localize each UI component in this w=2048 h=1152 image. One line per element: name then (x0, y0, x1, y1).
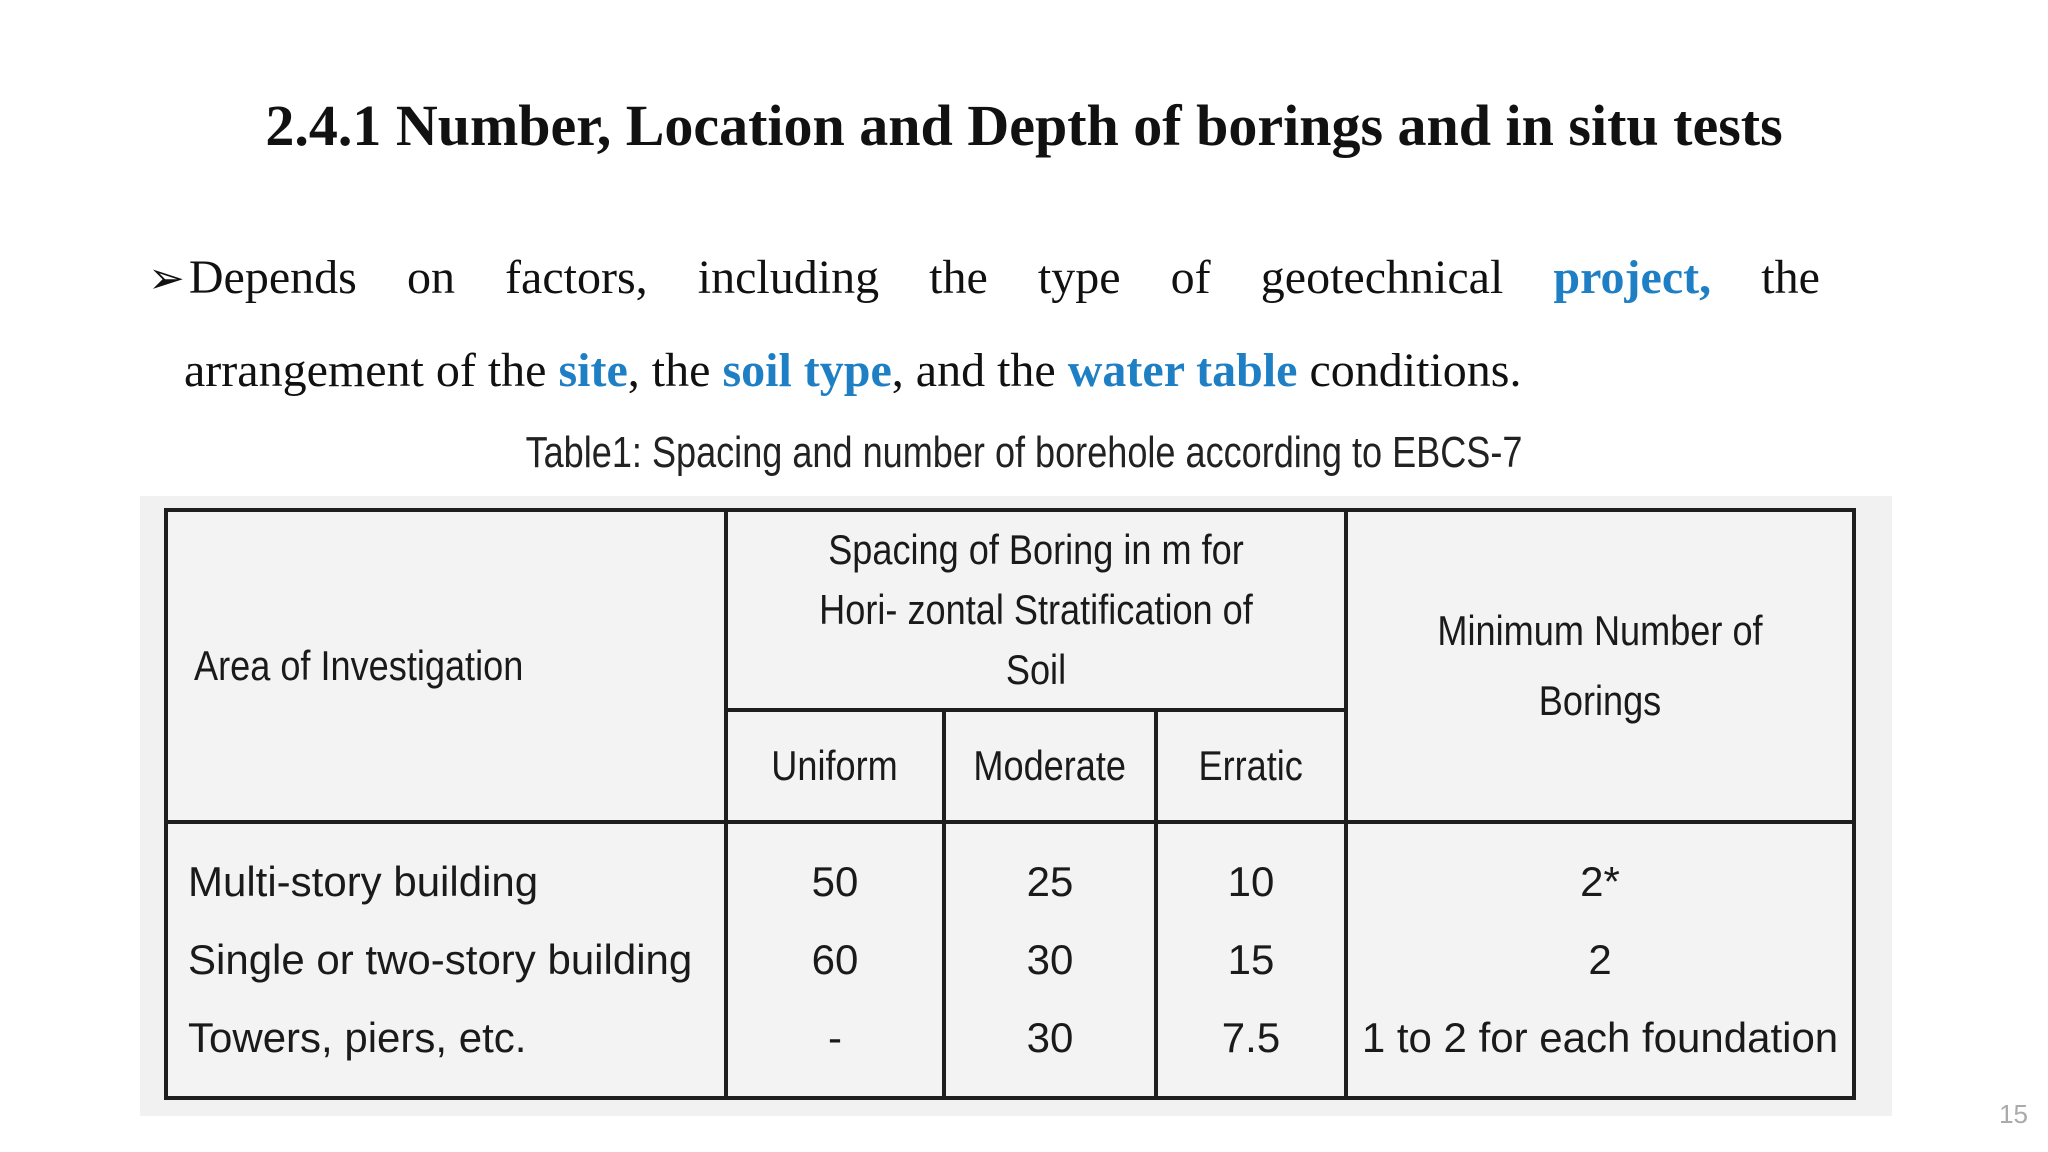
bullet-word: geotechnical (1260, 251, 1504, 304)
erratic-column (1156, 822, 1346, 1098)
table-cell-minimum: 1 to 2 for each foundation (1361, 1014, 1839, 1061)
header-erratic: Erratic (1156, 710, 1346, 822)
bullet-word: factors, (505, 251, 648, 304)
table-caption: Table1: Spacing and number of borehole according to EBCS-7 (525, 428, 1523, 477)
area-column (166, 822, 726, 1098)
highlight-water-table: water table (1067, 344, 1298, 397)
minimum-column (1346, 822, 1854, 1098)
bullet-word: ➢Depends (148, 251, 357, 304)
highlight-soil-type: soil type (722, 344, 892, 397)
page-number: 15 (1999, 1099, 2028, 1129)
header-spacing: Spacing of Boring in m for Hori- zontal Stratification of Soil (726, 510, 1346, 710)
table-cell-moderate: 25 (1026, 858, 1074, 905)
bullet-line-1 (148, 232, 1820, 325)
table-cell-uniform: 60 (811, 936, 859, 983)
bullet-word: type (1037, 251, 1121, 304)
table-cell-erratic: 15 (1227, 936, 1275, 983)
header-area-of-investigation: Area of Investigation (166, 510, 726, 822)
bullet-word: the (929, 251, 988, 304)
slide-title: 2.4.1 Number, Location and Depth of borings and in situ tests (265, 93, 1783, 158)
table-cell-moderate: 30 (1026, 1014, 1074, 1061)
table-cell-erratic: 7.5 (1221, 1014, 1281, 1061)
table-cell-area: Single or two-story building (188, 936, 693, 983)
table-cell-uniform: - (828, 1014, 842, 1061)
header-moderate: Moderate (944, 710, 1156, 822)
highlight-project: project, (1553, 251, 1712, 304)
bullet-word: including (697, 251, 880, 304)
table-cell-area: Towers, piers, etc. (188, 1014, 527, 1061)
uniform-column (726, 822, 944, 1098)
scanned-table-image (140, 496, 1892, 1116)
highlight-site: site (558, 344, 628, 397)
header-minimum-number: Minimum Number of Borings (1346, 510, 1854, 822)
arrow-bullet-icon: ➢ (148, 254, 185, 303)
table-cell-area: Multi-story building (188, 858, 539, 905)
table-cell-moderate: 30 (1026, 936, 1074, 983)
bullet-word: of (1170, 251, 1211, 304)
bullet-word: on (406, 251, 455, 304)
bullet-word: the (1761, 251, 1820, 304)
borehole-spacing-table (164, 508, 1856, 1100)
bullet-point (148, 232, 1820, 417)
table-cell-minimum: 2 (1588, 936, 1612, 983)
bullet-line-2: arrangement of the site, the soil type, and the water table conditions. (184, 344, 1522, 397)
moderate-column (944, 822, 1156, 1098)
table-cell-minimum: 2* (1580, 858, 1620, 905)
table-cell-uniform: 50 (811, 858, 859, 905)
table-cell-erratic: 10 (1227, 858, 1275, 905)
header-uniform: Uniform (726, 710, 944, 822)
